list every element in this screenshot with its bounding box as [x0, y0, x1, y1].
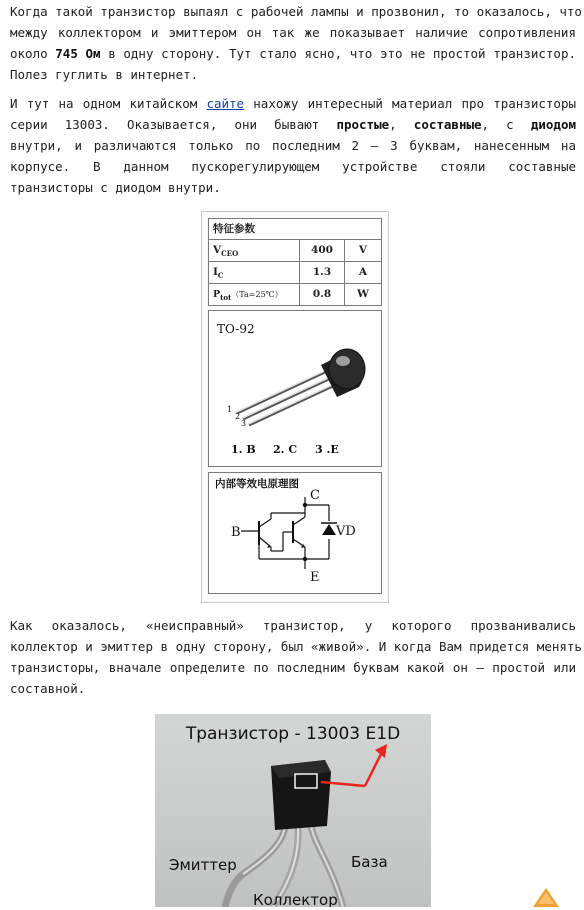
value-cell: 400 — [300, 240, 345, 261]
terminal-base: B — [231, 525, 241, 540]
text: нахожу интересный материал про транзисторы — [244, 96, 576, 111]
paragraph-line: транзисторы, вначале определите по последним буквам какой он – простой или — [10, 660, 576, 675]
photo-title: Транзистор - 13003 E1D — [185, 724, 401, 744]
spec-table — [208, 218, 382, 306]
text: , с — [481, 117, 531, 132]
paragraph-line — [10, 93, 576, 114]
paragraph-line — [10, 43, 576, 64]
value-cell: 0.8 — [300, 284, 345, 305]
type-simple: простые — [336, 117, 390, 132]
circuit-wires — [241, 497, 329, 569]
paragraph-2 — [10, 93, 576, 198]
diode-symbol — [322, 524, 336, 535]
site-link[interactable]: сайте — [206, 96, 245, 111]
paragraph-line: Как оказалось, «неисправный» транзистор, у которого прозванивались — [10, 618, 576, 633]
paragraph-line: внутри, и различаются только по последним 2 – 3 буквам, нанесенным на — [10, 138, 576, 153]
pin-number: 3 — [241, 419, 247, 428]
lead-3 — [249, 383, 339, 425]
diode-label: VD — [336, 524, 356, 539]
param-cell: $V_{CEO}$ — [209, 240, 300, 261]
text: И тут на одном китайском — [10, 96, 207, 111]
type-diode: диодом — [530, 117, 576, 132]
paragraph-line: Когда такой транзистор выпаял с рабочей лампы и прозвонил, то оказалось, что — [10, 4, 582, 19]
equivalent-circuit — [209, 473, 381, 593]
pin-number: 2 — [235, 412, 241, 421]
pin-label-emitter: 3 .E — [315, 443, 339, 456]
type-composite: составные — [413, 117, 482, 132]
paragraph-line: транзисторы с диодом внутри. — [10, 180, 221, 195]
spec-row — [209, 284, 381, 305]
package-label: TO-92 — [217, 322, 255, 336]
paragraph-line: Полез гуглить в интернет. — [10, 67, 199, 82]
paragraph-3 — [10, 615, 582, 699]
param-cell: $I_C$ — [209, 262, 300, 283]
photo-drawing — [155, 714, 431, 907]
spec-row — [209, 262, 381, 284]
terminal-emitter: E — [310, 570, 320, 585]
pin-label-collector: 2. C — [273, 443, 298, 456]
arrow-up-icon — [532, 886, 560, 907]
text: , — [389, 117, 414, 132]
terminal-collector: C — [310, 488, 320, 503]
lead-2 — [243, 377, 333, 419]
circuit-box — [208, 472, 382, 594]
paragraph-line: между коллектором и эмиттером он так же показывает наличие сопротивления — [10, 25, 576, 40]
lead-1 — [237, 371, 327, 413]
pin-label-base: 1. B — [231, 443, 256, 456]
text: в одну сторону. Тут стало ясно, что это не простой транзистор. — [100, 46, 576, 61]
label-base: База — [351, 853, 388, 871]
label-emitter: Эмиттер — [169, 856, 237, 874]
unit-cell: V — [358, 244, 368, 256]
spec-table-title: 特征参数 — [209, 219, 381, 240]
paragraph-line: корпусе. В данном пускорегулирующем устройстве стояли составные — [10, 159, 576, 174]
pin-number: 1 — [227, 405, 233, 414]
value-cell: 1.3 — [300, 262, 345, 283]
text: около — [10, 46, 56, 61]
unit-cell: A — [358, 266, 368, 278]
scroll-to-top-button[interactable] — [532, 886, 560, 907]
package-box — [208, 310, 382, 467]
transistor-photo — [155, 714, 431, 907]
datasheet-figure — [201, 211, 389, 603]
spec-row — [209, 240, 381, 262]
transistor-top — [329, 349, 365, 389]
to92-drawing — [209, 311, 381, 466]
label-collector: Коллектор — [253, 891, 338, 907]
param-cell: $P_{tot}(Ta=25℃)$ — [209, 284, 300, 305]
paragraph-line: составной. — [10, 681, 86, 696]
paragraph-line — [10, 114, 576, 135]
text: серии 13003. Оказывается, они бывают — [10, 117, 337, 132]
paragraph-1 — [10, 1, 582, 85]
unit-cell: W — [357, 288, 369, 300]
circuit-title: 内部等效电原理图 — [215, 478, 299, 490]
resistance-value: 745 Ом — [55, 46, 101, 61]
paragraph-line: коллектор и эмиттер в одну сторону, был «живой». И когда Вам придется менять — [10, 639, 582, 654]
